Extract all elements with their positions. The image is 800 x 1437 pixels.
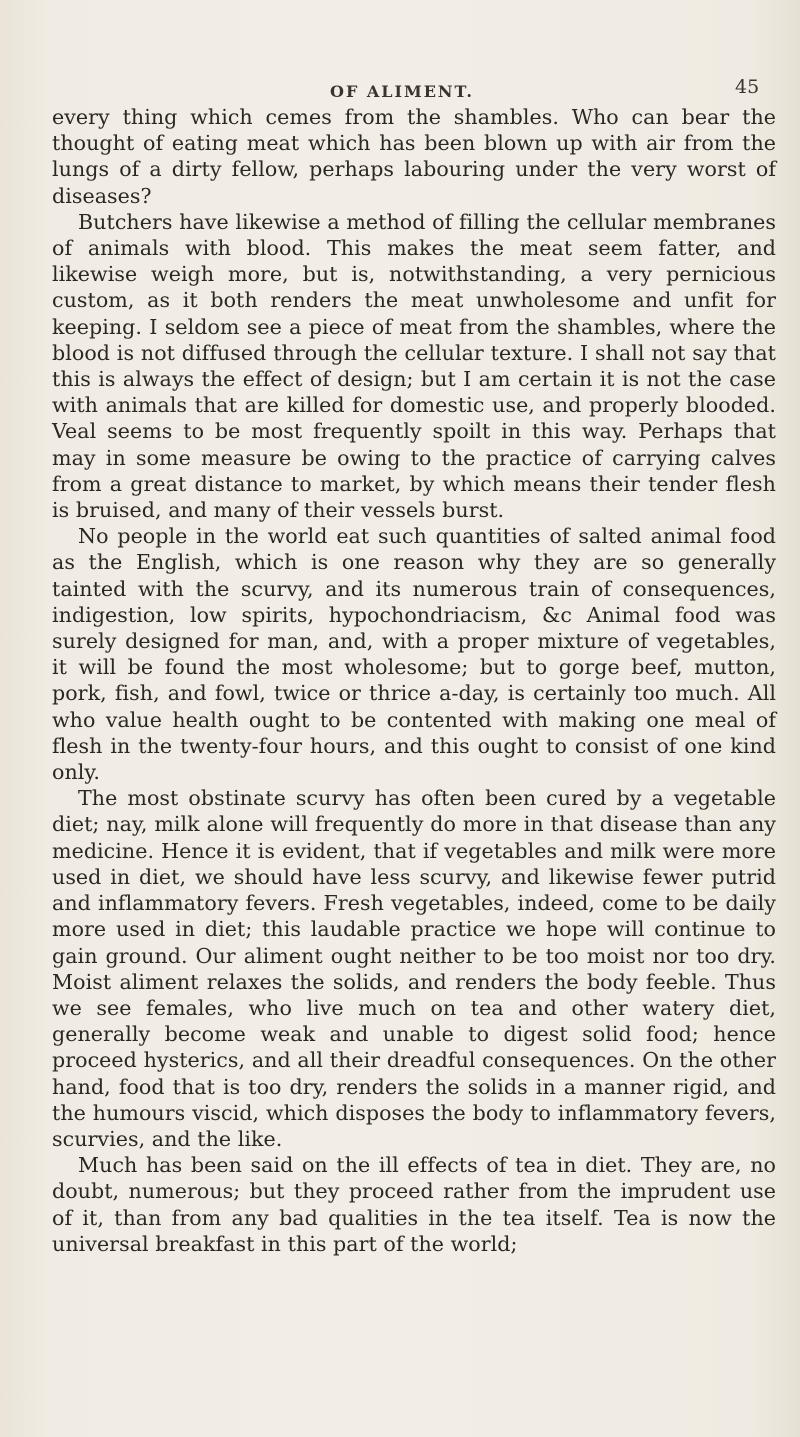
paragraph: The most obstinate scurvy has often been cured by a vegetable diet; nay, milk alone will frequently do more in that disease than any medicine. Hence it is evident, that if vegetables and milk were more used in diet, we should have less scurvy, and likewise fewer putrid and inflammatory fevers. Fresh vegetables, indeed, come to be daily more used in diet; this laudable practice we hope will continue to gain ground. Our aliment ought neither to be too moist nor too dry. Moist aliment relaxes the solids, and renders the body feeble. Thus we see females, who live much on tea and other watery diet, generally become weak and unable to digest solid food; hence proceed hysterics, and all their dreadful consequences. On the other hand, food that is too dry, renders the solids in a manner rigid, and the humours viscid, which disposes the body to inflammatory fevers, scurvies, and the like. — [52, 786, 776, 1151]
paragraph: every thing which cemes from the shambles. Who can bear the thought of eating meat which has been blown up with air from the lungs of a dirty fellow, perhaps labouring under the very worst of diseases? — [52, 105, 776, 208]
running-head: OF ALIMENT. — [330, 82, 474, 101]
paragraph: Butchers have likewise a method of filling the cellular membranes of animals with blood. This makes the meat seem fatter, and likewise weigh more, but is, notwithstanding, a very pernicious custom, as it both renders the meat unwholesome and unfit for keeping. I seldom see a piece of meat from the shambles, where the blood is not diffused through the cellular texture. I shall not say that this is always the effect of design; but I am certain it is not the case with animals that are killed for domestic use, and properly blooded. Veal seems to be most frequently spoilt in this way. Perhaps that may in some measure be owing to the practice of carrying calves from a great distance to market, by which means their tender flesh is bruised, and many of their vessels burst. — [52, 209, 776, 523]
paragraph: Much has been said on the ill effects of tea in diet. They are, no doubt, numerous; but they proceed rather from the imprudent use of it, than from any bad qualities in the tea itself. Tea is now the universal breakfast in this part of the world; — [52, 1153, 776, 1256]
body-text — [52, 104, 776, 1257]
page-number: 45 — [735, 76, 760, 98]
paragraph: No people in the world eat such quantities of salted animal food as the English, which is one reason why they are so generally tainted with the scurvy, and its numerous train of consequences, indigestion, low spirits, hypochondriacism, &c Animal food was surely designed for man, and, with a proper mixture of vegetables, it will be found the most wholesome; but to gorge beef, mutton, pork, fish, and fowl, twice or thrice a-day, is certainly too much. All who value health ought to be contented with making one meal of flesh in the twenty-four hours, and this ought to consist of one kind only. — [52, 524, 776, 785]
